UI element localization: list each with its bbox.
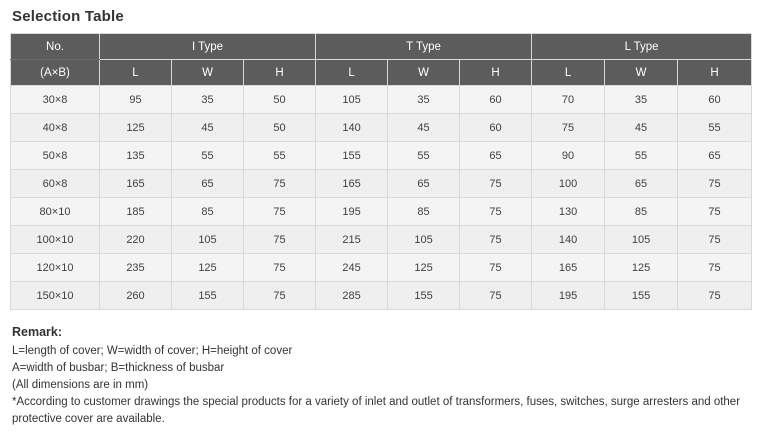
header-l-w: W [605, 60, 678, 86]
cell-i-w: 125 [172, 254, 244, 282]
cell-t-l: 140 [316, 114, 388, 142]
cell-l-l: 75 [532, 114, 605, 142]
cell-i-l: 185 [100, 198, 172, 226]
cell-l-w: 55 [605, 142, 678, 170]
cell-i-l: 125 [100, 114, 172, 142]
cell-l-w: 155 [605, 282, 678, 310]
row-no: 120×10 [11, 254, 100, 282]
cell-l-l: 90 [532, 142, 605, 170]
selection-table [10, 33, 752, 310]
cell-l-w: 45 [605, 114, 678, 142]
cell-i-l: 220 [100, 226, 172, 254]
table-row [11, 86, 752, 114]
cell-i-l: 235 [100, 254, 172, 282]
cell-t-h: 60 [460, 114, 532, 142]
cell-i-w: 85 [172, 198, 244, 226]
header-ab: (A×B) [11, 60, 100, 86]
cell-l-h: 75 [678, 226, 752, 254]
row-no: 40×8 [11, 114, 100, 142]
header-row-groups [11, 34, 752, 60]
cell-l-w: 65 [605, 170, 678, 198]
cell-t-h: 75 [460, 282, 532, 310]
remark-title: Remark: [12, 325, 63, 339]
header-no: No. [11, 34, 100, 60]
cell-t-l: 245 [316, 254, 388, 282]
row-no: 100×10 [11, 226, 100, 254]
cell-i-l: 135 [100, 142, 172, 170]
row-no: 30×8 [11, 86, 100, 114]
cell-l-l: 195 [532, 282, 605, 310]
cell-t-l: 285 [316, 282, 388, 310]
header-i-l: L [100, 60, 172, 86]
header-t-h: H [460, 60, 532, 86]
cell-i-h: 75 [244, 170, 316, 198]
remark-note: *According to customer drawings the special products for a variety of inlet and outlet of transformers, fuses, switches, surge arresters and other protective cover are available. [12, 396, 741, 425]
cell-i-w: 155 [172, 282, 244, 310]
header-i-h: H [244, 60, 316, 86]
cell-t-w: 85 [388, 198, 460, 226]
cell-i-h: 50 [244, 114, 316, 142]
table-row [11, 170, 752, 198]
cell-t-w: 55 [388, 142, 460, 170]
table-row [11, 142, 752, 170]
cell-l-h: 55 [678, 114, 752, 142]
cell-l-w: 85 [605, 198, 678, 226]
cell-i-w: 55 [172, 142, 244, 170]
cell-i-l: 165 [100, 170, 172, 198]
cell-t-l: 195 [316, 198, 388, 226]
remark-line-2: A=width of busbar; B=thickness of busbar [12, 362, 225, 374]
cell-i-w: 35 [172, 86, 244, 114]
cell-l-h: 60 [678, 86, 752, 114]
cell-l-w: 35 [605, 86, 678, 114]
cell-t-w: 155 [388, 282, 460, 310]
header-row-subcols [11, 60, 752, 86]
cell-t-w: 105 [388, 226, 460, 254]
table-row [11, 226, 752, 254]
header-i-w: W [172, 60, 244, 86]
cell-t-l: 155 [316, 142, 388, 170]
row-no: 50×8 [11, 142, 100, 170]
header-group-t: T Type [316, 34, 532, 60]
cell-l-l: 140 [532, 226, 605, 254]
cell-l-l: 70 [532, 86, 605, 114]
cell-t-w: 125 [388, 254, 460, 282]
header-t-l: L [316, 60, 388, 86]
cell-t-w: 35 [388, 86, 460, 114]
cell-i-h: 50 [244, 86, 316, 114]
cell-t-h: 75 [460, 170, 532, 198]
cell-i-h: 75 [244, 226, 316, 254]
cell-l-h: 75 [678, 198, 752, 226]
cell-i-h: 75 [244, 198, 316, 226]
table-row [11, 282, 752, 310]
cell-i-l: 260 [100, 282, 172, 310]
row-no: 150×10 [11, 282, 100, 310]
cell-i-w: 105 [172, 226, 244, 254]
cell-l-h: 75 [678, 170, 752, 198]
remark-line-3: (All dimensions are in mm) [12, 379, 149, 391]
cell-t-h: 75 [460, 254, 532, 282]
cell-i-l: 95 [100, 86, 172, 114]
header-group-l: L Type [532, 34, 752, 60]
cell-i-w: 65 [172, 170, 244, 198]
header-group-i: I Type [100, 34, 316, 60]
cell-l-h: 75 [678, 282, 752, 310]
remark-section [12, 324, 751, 428]
table-row [11, 254, 752, 282]
cell-l-w: 105 [605, 226, 678, 254]
cell-t-w: 45 [388, 114, 460, 142]
table-row [11, 198, 752, 226]
cell-l-w: 125 [605, 254, 678, 282]
cell-t-h: 75 [460, 226, 532, 254]
cell-t-h: 60 [460, 86, 532, 114]
row-no: 60×8 [11, 170, 100, 198]
table-body [11, 86, 752, 310]
cell-t-l: 215 [316, 226, 388, 254]
cell-t-h: 65 [460, 142, 532, 170]
header-t-w: W [388, 60, 460, 86]
cell-t-w: 65 [388, 170, 460, 198]
page-title: Selection Table [12, 8, 124, 25]
cell-i-h: 75 [244, 254, 316, 282]
row-no: 80×10 [11, 198, 100, 226]
header-l-l: L [532, 60, 605, 86]
cell-l-h: 65 [678, 142, 752, 170]
cell-l-l: 130 [532, 198, 605, 226]
cell-t-l: 105 [316, 86, 388, 114]
cell-t-h: 75 [460, 198, 532, 226]
cell-t-l: 165 [316, 170, 388, 198]
remark-line-1: L=length of cover; W=width of cover; H=height of cover [12, 345, 293, 357]
cell-l-h: 75 [678, 254, 752, 282]
table-header [11, 34, 752, 86]
cell-i-w: 45 [172, 114, 244, 142]
cell-i-h: 55 [244, 142, 316, 170]
cell-l-l: 165 [532, 254, 605, 282]
table-row [11, 114, 752, 142]
cell-i-h: 75 [244, 282, 316, 310]
cell-l-l: 100 [532, 170, 605, 198]
header-l-h: H [678, 60, 752, 86]
